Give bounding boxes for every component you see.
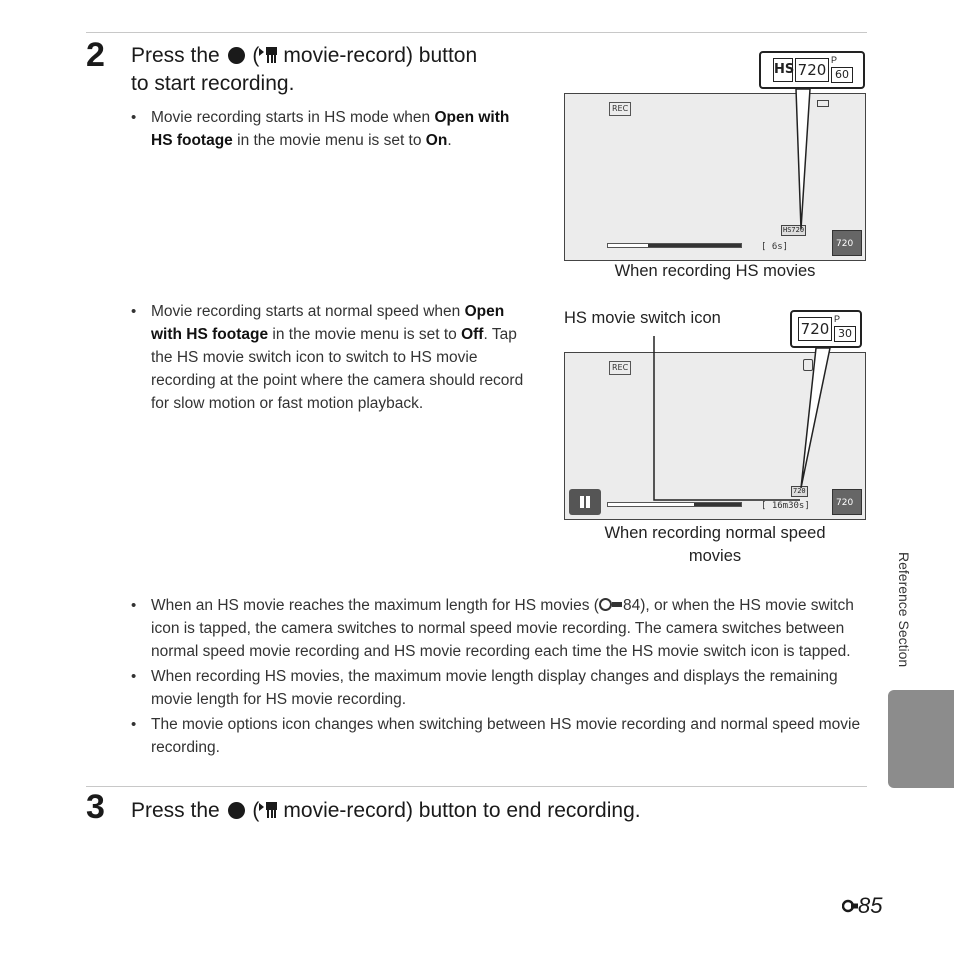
step-2-title-suffix: movie-record) button <box>283 44 478 67</box>
movie-record-icon <box>259 800 279 820</box>
movie-options-icon: 720 <box>832 230 862 256</box>
hs-switch-label: HS movie switch icon <box>564 309 721 327</box>
hs-badge: HS <box>773 58 793 82</box>
frame-rate-badge: 30 <box>834 326 856 342</box>
hs-switch-icon: HS720 <box>783 226 805 234</box>
progressive-label: P <box>831 55 838 65</box>
list-item: • Movie recording starts at normal speed when Open with HS footage in the movie menu is set to Off. Tap the HS movie switch icon to switch to HS movie recording at the point where the camera should record for slow motion or fast motion playback. <box>131 300 531 415</box>
list-item: • When an HS movie reaches the maximum length for HS movies ( 84), or when the HS movie switch icon is tapped, the camera switches to normal speed movie recording. The camera switches between normal speed movie recording and HS movie recording each time the HS movie switch icon is tapped. <box>131 594 865 663</box>
leader-normal-option <box>801 348 830 488</box>
bullet-list-bottom <box>131 594 865 759</box>
step-number-3: 3 <box>86 788 105 826</box>
hs-switch-icon: 720 <box>793 487 806 495</box>
page-number: 85 <box>842 893 882 919</box>
rec-indicator: REC <box>609 361 631 375</box>
side-section-label: Reference Section <box>896 552 912 668</box>
resolution-badge: 720 <box>795 58 829 82</box>
reference-e-icon <box>842 897 858 915</box>
leader-hs-switch <box>654 336 800 500</box>
list-item: • When recording HS movies, the maximum movie length display changes and displays the remaining movie length for HS movie recording. <box>131 665 865 711</box>
rec-indicator: REC <box>609 102 631 116</box>
frame-rate-badge: 60 <box>831 67 853 83</box>
list-item: • The movie options icon changes when switching between HS movie recording and normal speed movie recording. <box>131 713 865 759</box>
step-number-2: 2 <box>86 36 105 74</box>
step-2-title-line2: to start recording. <box>131 72 295 95</box>
list-item: • Movie recording starts in HS mode when Open with HS footage in the movie menu is set to On. <box>131 106 531 152</box>
movie-options-icon: 720 <box>832 489 862 515</box>
step-3-divider <box>86 786 867 787</box>
remaining-time: [ 16m30s] <box>761 501 810 511</box>
caption-normal: When recording normal speed movies <box>604 524 826 565</box>
caption-hs: When recording HS movies <box>614 262 816 280</box>
section-tab <box>888 690 954 788</box>
leader-hs-option <box>796 89 810 229</box>
step-2-paren: ( <box>252 44 260 67</box>
resolution-badge: 720 <box>798 317 832 341</box>
step-2-title-prefix: Press the <box>131 44 220 67</box>
step-3-title: Press the ( movie-record) button to end recording. <box>131 799 641 822</box>
progressive-label: P <box>834 314 841 324</box>
remaining-time: [ 6s] <box>761 242 789 252</box>
reference-section-icon <box>599 597 623 612</box>
record-button-icon <box>228 802 245 819</box>
